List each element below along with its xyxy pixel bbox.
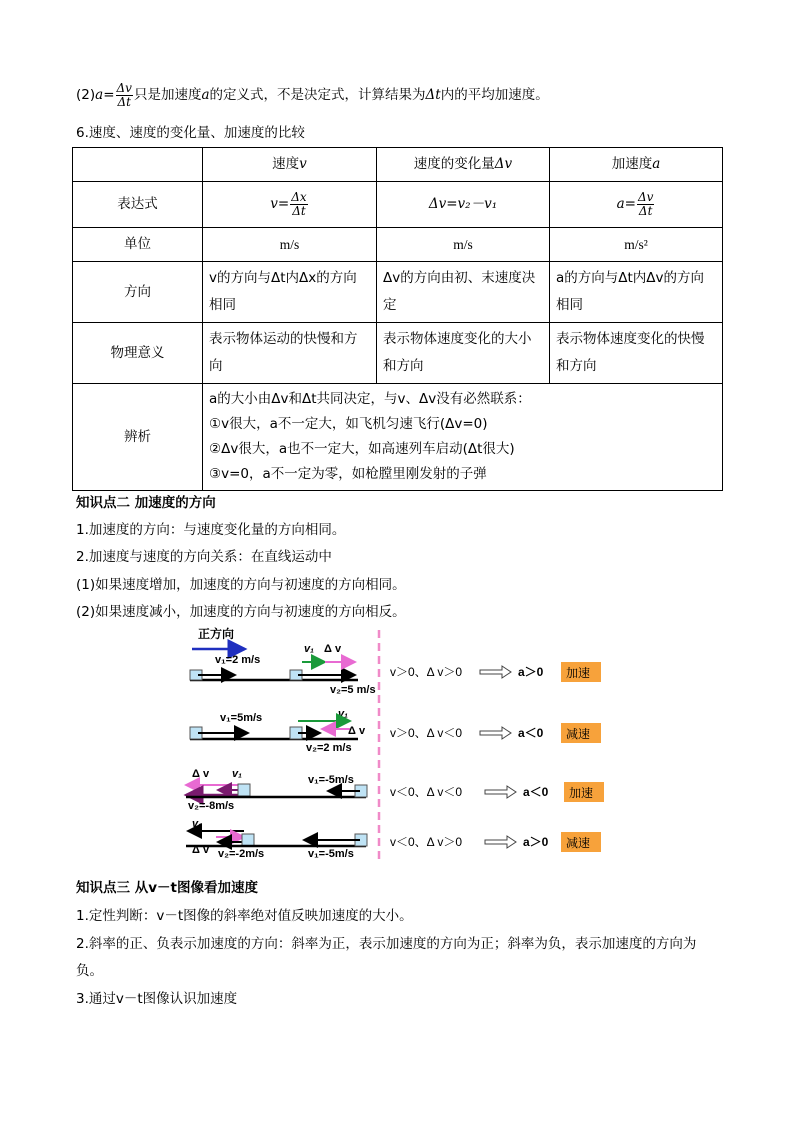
row3-v1b-label: v₁ <box>232 768 242 780</box>
row4-v2-label: v₂=-2m/s <box>218 848 265 860</box>
row4-v1-label: v₁=-5m/s <box>308 848 354 860</box>
result-label: 减速 <box>566 727 591 741</box>
row1-v2-label: v₂=5 m/s <box>330 684 376 696</box>
header-acceleration: 加速度a <box>550 148 723 182</box>
expr-velocity: v= $\frac{\Delta x}{\Delta t}$ <box>203 182 377 228</box>
table-row-meaning <box>73 323 723 384</box>
row2-v1b-label: v₁ <box>338 708 348 720</box>
condition-row-1 <box>390 662 601 682</box>
unit-acceleration: m/s² <box>550 228 723 262</box>
acceleration-direction-diagram <box>180 625 620 865</box>
row1-dv-label: Δ v <box>324 643 342 655</box>
hollow-arrow-icon <box>480 666 511 678</box>
row-label-meaning: 物理意义 <box>73 323 203 384</box>
condition-text: v＜0、Δ v＜0 <box>390 785 463 799</box>
kp3-line: 负。 <box>76 963 103 979</box>
fraction-dv-dt-table: $\frac{\Delta v}{\Delta t}$ <box>637 189 654 218</box>
unit-velocity: m/s <box>203 228 377 262</box>
condition-text: v＜0、Δ v＞0 <box>390 835 463 849</box>
kp3-line: 2.斜率的正、负表示加速度的方向：斜率为正，表示加速度的方向为正；斜率为负，表示加速度的方向为 <box>76 936 697 952</box>
kp3-line: 1.定性判断：v－t图像的斜率绝对值反映加速度的大小。 <box>76 908 413 924</box>
section6-title: 6.速度、速度的变化量、加速度的比较 <box>76 125 305 141</box>
kp2-title: 知识点二 加速度的方向 <box>76 495 216 511</box>
row2-v2-label: v₂=2 m/s <box>306 742 352 754</box>
analysis-line: ①v很大，a不一定大，如飞机匀速飞行(Δv=0) <box>209 416 488 432</box>
hollow-arrow-icon <box>480 727 511 739</box>
condition-row-3 <box>390 782 604 802</box>
row4-v1b-label: v₁ <box>192 818 202 830</box>
condition-text: v＞0、Δ v＜0 <box>390 726 463 740</box>
row-label-expression: 表达式 <box>73 182 203 228</box>
row2-dv-label: Δ v <box>348 725 366 737</box>
row3-block-end <box>238 784 250 796</box>
table-row-direction <box>73 262 723 323</box>
condition-text: v＞0、Δ v＞0 <box>390 665 463 679</box>
row-label-direction: 方向 <box>73 262 203 323</box>
result-label: 减速 <box>566 836 591 850</box>
expr-acceleration: a= $\frac{\Delta v}{\Delta t}$ <box>550 182 723 228</box>
hollow-arrow-icon <box>485 786 516 798</box>
fraction-dv-dt: $\frac{\Delta v}{\Delta t}$ <box>116 81 132 109</box>
analysis-line: a的大小由Δv和Δt共同决定，与v、Δv没有必然联系： <box>209 391 531 407</box>
acceleration-sign: a＜0 <box>518 726 544 740</box>
positive-direction-label: 正方向 <box>198 627 235 641</box>
dir-velocity-change: Δv的方向由初、末速度决定 <box>377 262 550 323</box>
analysis-line: ③v=0，a不一定为零，如枪膛里刚发射的子弹 <box>209 466 487 482</box>
table-row-expression <box>73 182 723 228</box>
kp2-line: (1)如果速度增加，加速度的方向与初速度的方向相同。 <box>76 577 406 593</box>
analysis-content <box>203 384 723 491</box>
meaning-acceleration: 表示物体速度变化的快慢和方向 <box>550 323 723 384</box>
meaning-velocity-change: 表示物体速度变化的大小和方向 <box>377 323 550 384</box>
note-definition-line: (2)a= $\frac{\Delta v}{\Delta t}$ 只是加速度a的定义式，不是决定式，计算结果为Δt内的平均加速度。 <box>76 81 549 109</box>
row1-v1-label: v₁=2 m/s <box>215 654 261 666</box>
acceleration-sign: a＞0 <box>518 665 544 679</box>
comparison-table <box>72 147 723 491</box>
kp2-line: 2.加速度与速度的方向关系：在直线运动中 <box>76 549 332 565</box>
unit-velocity-change: m/s <box>377 228 550 262</box>
analysis-line: ②Δv很大，a也不一定大，如高速列车启动(Δt很大) <box>209 441 515 457</box>
meaning-velocity: 表示物体运动的快慢和方向 <box>203 323 377 384</box>
row4-dv-label: Δ v <box>192 844 210 856</box>
row-label-analysis: 辨析 <box>73 384 203 491</box>
expr-velocity-change: Δv=v₂－v₁ <box>377 182 550 228</box>
dir-acceleration: a的方向与Δt内Δv的方向相同 <box>550 262 723 323</box>
row-label-unit: 单位 <box>73 228 203 262</box>
kp3-line: 3.通过v－t图像认识加速度 <box>76 991 238 1007</box>
table-header-row <box>73 148 723 182</box>
kp2-line: (2)如果速度减小，加速度的方向与初速度的方向相反。 <box>76 604 406 620</box>
kp2-line: 1.加速度的方向：与速度变化量的方向相同。 <box>76 522 346 538</box>
row2-v1-label: v₁=5m/s <box>220 712 263 724</box>
header-empty <box>73 148 203 182</box>
header-velocity: 速度v <box>203 148 377 182</box>
row1-v1b-label: v₁ <box>304 643 314 655</box>
condition-row-2 <box>390 723 601 743</box>
row4-block-end <box>242 834 254 846</box>
hollow-arrow-icon <box>485 836 516 848</box>
condition-row-4 <box>390 832 601 852</box>
kp3-title: 知识点三 从v－t图像看加速度 <box>76 880 258 896</box>
acceleration-sign: a＞0 <box>523 835 549 849</box>
table-row-analysis <box>73 384 723 491</box>
row3-dv-label: Δ v <box>192 768 210 780</box>
table-row-unit <box>73 228 723 262</box>
result-label: 加速 <box>566 666 591 680</box>
fraction-dx-dt: $\frac{\Delta x}{\Delta t}$ <box>291 189 307 218</box>
acceleration-sign: a＜0 <box>523 785 549 799</box>
dir-velocity: v的方向与Δt内Δx的方向相同 <box>203 262 377 323</box>
header-velocity-change: 速度的变化量Δv <box>377 148 550 182</box>
result-label: 加速 <box>569 786 594 800</box>
row3-v2-label: v₂=-8m/s <box>188 800 235 812</box>
row3-v1-label: v₁=-5m/s <box>308 774 354 786</box>
